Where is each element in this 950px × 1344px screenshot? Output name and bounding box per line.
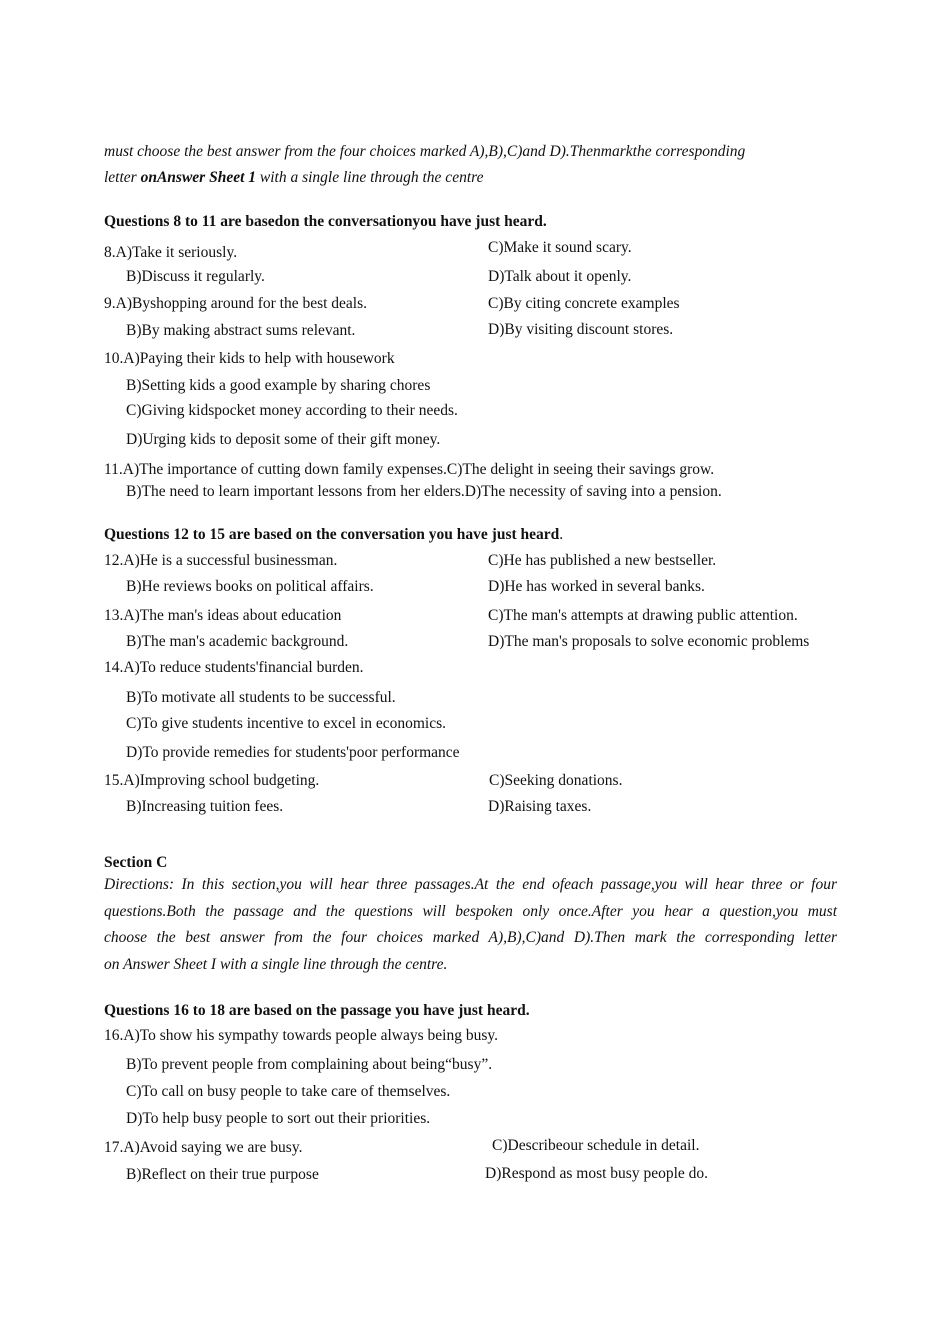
q14-option-d: D)To provide remedies for students'poor performance [126, 744, 460, 761]
section-c-directions-line-4: on Answer Sheet I with a single line through the centre. [104, 955, 448, 973]
questions-12-15-heading-text: Questions 12 to 15 are based on the conversation you have just heard [104, 526, 560, 543]
intro-line-2-pre: letter [104, 169, 141, 186]
q13-option-d: D)The man's proposals to solve economic problems [488, 633, 810, 650]
q10-option-d: D)Urging kids to deposit some of their gift money. [126, 431, 441, 448]
q11-line-2: B)The need to learn important lessons from her elders.D)The necessity of saving into a pension. [126, 483, 722, 500]
intro-line-2 [104, 169, 483, 187]
q9-option-d: D)By visiting discount stores. [488, 321, 674, 338]
q16-option-b: B)To prevent people from complaining about being“busy”. [126, 1056, 493, 1073]
q9-option-c: C)By citing concrete examples [488, 295, 680, 312]
q17-option-a: 17.A)Avoid saying we are busy. [104, 1139, 303, 1156]
q17-option-c: C)Describeour schedule in detail. [492, 1137, 700, 1154]
questions-16-18-heading: Questions 16 to 18 are based on the passage you have just heard. [104, 1002, 530, 1019]
section-c-title: Section C [104, 854, 168, 871]
q12-option-b: B)He reviews books on political affairs. [126, 578, 374, 595]
q16-option-a: 16.A)To show his sympathy towards people always being busy. [104, 1027, 498, 1044]
q8-option-a: 8.A)Take it seriously. [104, 244, 238, 261]
questions-8-11-heading: Questions 8 to 11 are basedon the conversationyou have just heard. [104, 213, 547, 230]
q12-option-a: 12.A)He is a successful businessman. [104, 552, 338, 569]
q9-option-b: B)By making abstract sums relevant. [126, 322, 356, 339]
q17-option-d: D)Respond as most busy people do. [485, 1165, 709, 1182]
section-c-directions-line-1: Directions: In this section,you will hear three passages.At the end ofeach passage,you will hear three or four [104, 876, 837, 893]
q14-option-b: B)To motivate all students to be successful. [126, 689, 396, 706]
q16-option-d: D)To help busy people to sort out their priorities. [126, 1110, 431, 1127]
questions-12-15-heading-period: . [559, 526, 564, 543]
q15-option-a: 15.A)Improving school budgeting. [104, 772, 320, 789]
section-c-directions-line-3: choose the best answer from the four choices marked A),B),C)and D).Then mark the corresponding letter [104, 929, 837, 946]
q11-line-1: 11.A)The importance of cutting down family expenses.C)The delight in seeing their savings grow. [104, 461, 715, 478]
q13-option-c: C)The man's attempts at drawing public attention. [488, 607, 798, 624]
q10-option-a: 10.A)Paying their kids to help with housework [104, 350, 395, 367]
q10-option-b: B)Setting kids a good example by sharing chores [126, 377, 431, 394]
answer-sheet-emphasis: onAnswer Sheet 1 [140, 169, 257, 186]
questions-12-15-heading [104, 526, 563, 544]
q15-option-b: B)Increasing tuition fees. [126, 798, 284, 815]
q13-option-b: B)The man's academic background. [126, 633, 349, 650]
q10-option-c: C)Giving kidspocket money according to their needs. [126, 402, 458, 419]
q14-option-c: C)To give students incentive to excel in economics. [126, 715, 447, 732]
q14-option-a: 14.A)To reduce students'financial burden. [104, 659, 364, 676]
q13-option-a: 13.A)The man's ideas about education [104, 607, 342, 624]
q15-option-d: D)Raising taxes. [488, 798, 592, 815]
intro-line-2-post: with a single line through the centre [256, 169, 484, 186]
intro-line-1: must choose the best answer from the four choices marked A),B),C)and D).Thenmarkthe corresponding [104, 143, 746, 160]
q12-option-d: D)He has worked in several banks. [488, 578, 705, 595]
q15-option-c: C)Seeking donations. [489, 772, 623, 789]
q17-option-b: B)Reflect on their true purpose [126, 1166, 319, 1183]
q8-option-c: C)Make it sound scary. [488, 239, 632, 256]
q12-option-c: C)He has published a new bestseller. [488, 552, 717, 569]
q16-option-c: C)To call on busy people to take care of themselves. [126, 1083, 451, 1100]
section-c-directions-line-2: questions.Both the passage and the questions will bespoken only once.After you hear a question,you must [104, 902, 837, 920]
q9-option-a: 9.A)Byshopping around for the best deals. [104, 295, 368, 312]
q8-option-d: D)Talk about it openly. [488, 268, 632, 285]
q8-option-b: B)Discuss it regularly. [126, 268, 265, 285]
